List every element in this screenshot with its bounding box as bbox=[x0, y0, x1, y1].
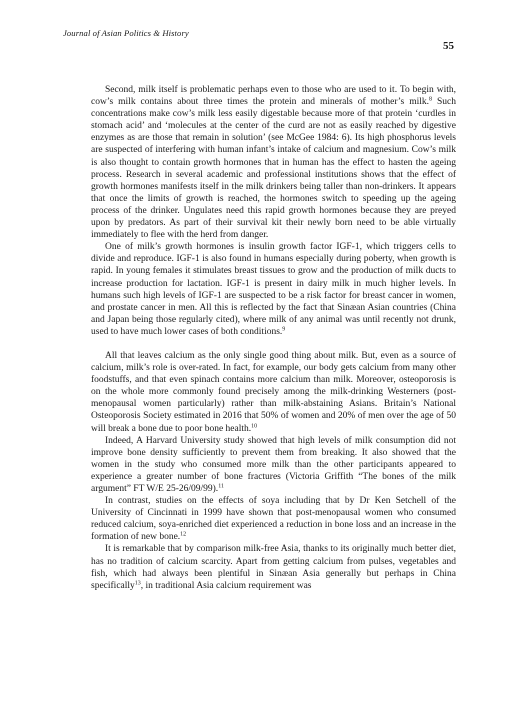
footnote-marker: 10 bbox=[251, 423, 258, 430]
footnote-marker: 8 bbox=[429, 96, 433, 103]
paragraph-text: Second, milk itself is problematic perhaps even to those who are used to it. To begin with, cow’s milk contains about three times the protein and minerals of mother’s milk. bbox=[91, 85, 456, 108]
page-number: 55 bbox=[443, 40, 454, 52]
body-paragraph bbox=[91, 435, 456, 495]
paragraph-text: , in traditional Asia calcium requirement was bbox=[140, 580, 312, 591]
article-body bbox=[91, 84, 456, 592]
paragraph-text: In contrast, studies on the effects of soya including that by Dr Ken Setchell of the University of Cincinnati in 1999 have shown that post-menopausal women who consumed reduced calcium, soya-enriched diet experienced a reduction in bone loss and an increase in the formation of new bone. bbox=[91, 496, 456, 543]
footnote-marker: 9 bbox=[282, 326, 286, 333]
body-paragraph bbox=[91, 350, 456, 435]
paragraph-text: It is remarkable that by comparison milk-free Asia, thanks to its originally much better diet, has no tradition of calcium scarcity. Apart from getting calcium from pulses, vegetables and fish, which had always been plentiful in Sinæan Asia generally but perhaps in China specifically bbox=[91, 544, 456, 591]
body-paragraph bbox=[91, 495, 456, 543]
paragraph-text: One of milk’s growth hormones is insulin growth factor IGF-1, which triggers cells to divide and reproduce. IGF-1 is also found in humans especially during poberty, when growth is rapid. In young females it stimulates breast tissues to grow and the production of milk ducts to increase production for lactation. IGF-1 is present in dairy milk in much higher levels. In humans such high levels of IGF-1 are suspected to be a risk factor for breast cancer in women, and prostate cancer in men. All this is reflected by the fact that Sinæan Asian countries (China and Japan being those regularly cited), where milk of any animal was until recently not drunk, used to have much lower cases of both conditions. bbox=[91, 242, 456, 337]
footnote-marker: 13 bbox=[134, 580, 141, 587]
paragraph-text: All that leaves calcium as the only single good thing about milk. But, even as a source of calcium, milk’s role is over-rated. In fact, for example, our body gets calcium from many other foodstuffs, and that even spinach contains more calcium than milk. Moreover, osteoporosis is on the whole more commonly found precisely among the milk-drinking Westerners (post-menopausal women particularly) rather than milk-abstaining Asians. Britain’s National Osteoporosis Society estimated in 2016 that 50% of women and 20% of men over the age of 50 will break a bone due to poor bone health. bbox=[91, 350, 456, 434]
footnote-marker: 11 bbox=[218, 483, 224, 490]
body-paragraph bbox=[91, 241, 456, 338]
body-paragraph bbox=[91, 543, 456, 591]
paragraph-text: Indeed, A Harvard University study showed that high levels of milk consumption did not improve bone density sufficiently to prevent them from breaking. It also showed that the women in the study who consumed more milk than the other participants appeared to experience a greater number of bone fractures (Victoria Griffith “The bones of the milk argument” FT W/E 25-26/09/99). bbox=[91, 435, 456, 494]
body-paragraph bbox=[91, 84, 456, 241]
running-header: Journal of Asian Politics & History bbox=[63, 28, 189, 38]
footnote-marker: 12 bbox=[180, 531, 187, 538]
paragraph-text: Such concentrations make cow’s milk less easily digestable because more of that protein ‘curdles in stomach acid’ and ‘molecules at the center of the curd are not as easily reached by digestive enzymes as are those that remain in solution’ (see McGee 1984: 6). Its high phosphorus levels are suspected of interfering with human infant’s intake of calcium and magnesium. Cow’s milk is also thought to contain growth hormones that in human has the effect to hasten the ageing process. Research in several academic and professional institutions shows that the effect of growth hormones manifests itself in the milk drinkers being taller than non-drinkers. It appears that once the limits of growth is reached, the hormones switch to speeding up the ageing process of the drinker. Ungulates need this rapid growth hormones because they are preyed upon by predators. As part of their survival kit their newly born need to be able virtually immediately to flee with the herd from danger. bbox=[91, 97, 457, 241]
